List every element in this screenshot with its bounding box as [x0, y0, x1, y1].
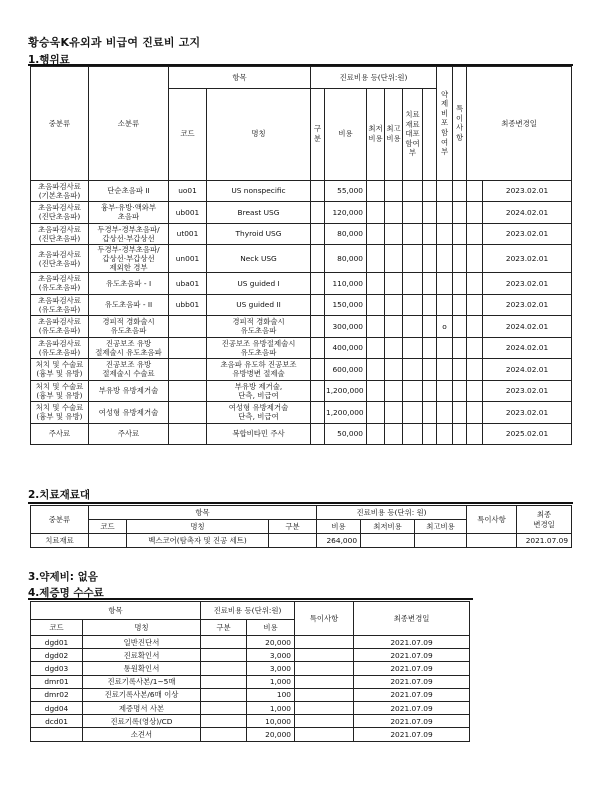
header-code: 코드	[169, 88, 207, 180]
table-row	[31, 380, 572, 402]
blank-cell	[423, 202, 437, 224]
code-cell	[169, 316, 207, 338]
name-cell: 진료기록(영상)/CD	[83, 715, 201, 728]
material-included-cell	[403, 273, 423, 295]
code-cell: ut001	[169, 223, 207, 245]
blank-cell	[467, 337, 483, 359]
last-changed-cell: 2021.07.09	[354, 662, 470, 675]
sub-category-cell: 두경부-경부초음파/ 갑상선·부갑상선	[89, 223, 169, 245]
cost-cell: 1,200,000	[325, 380, 367, 402]
table-row	[31, 316, 572, 338]
drug-included-cell	[437, 202, 453, 224]
sub-category-cell: 유도초음파 - I	[89, 273, 169, 295]
header-cost-group: 진료비용 등(단위:원)	[311, 67, 437, 89]
cost-cell: 600,000	[325, 359, 367, 381]
division-cell	[311, 423, 325, 445]
mid-category-cell: 초음파검사료 (진단초음파)	[31, 202, 89, 224]
notes-cell	[453, 273, 467, 295]
blank-cell	[467, 423, 483, 445]
division-cell	[201, 728, 247, 741]
notes-cell	[295, 649, 354, 662]
mid-category-cell: 초음파검사료 (유도초음파)	[31, 294, 89, 316]
certificate-fee-table	[30, 601, 470, 742]
division-cell	[269, 534, 317, 548]
table-row	[31, 337, 572, 359]
name-cell: 초음파 유도하 진공보조 유방병변 절제술	[207, 359, 311, 381]
min-cost-cell	[367, 223, 385, 245]
division-cell	[311, 180, 325, 202]
division-cell	[311, 273, 325, 295]
mid-category-cell: 주사료	[31, 423, 89, 445]
last-changed-cell: 2023.02.01	[483, 294, 572, 316]
code-cell: uba01	[169, 273, 207, 295]
name-cell: 경피적 경화술시 유도초음파	[207, 316, 311, 338]
max-cost-cell	[385, 273, 403, 295]
table-row	[31, 662, 470, 675]
sub-category-cell: 진공보조 유방 절제술시 유도초음파	[89, 337, 169, 359]
code-cell: dmr01	[31, 675, 83, 688]
code-cell: dcd01	[31, 715, 83, 728]
cost-cell: 100	[247, 688, 295, 701]
blank-cell	[467, 273, 483, 295]
max-cost-cell	[385, 380, 403, 402]
blank-cell	[423, 316, 437, 338]
name-cell: 통원확인서	[83, 662, 201, 675]
notes-cell	[295, 728, 354, 741]
last-changed-cell: 2021.07.09	[354, 701, 470, 714]
notes-cell	[453, 316, 467, 338]
notes-cell	[295, 701, 354, 714]
sub-category-cell: 단순초음파 II	[89, 180, 169, 202]
header-last-changed: 최종 변경일	[517, 506, 572, 534]
blank-cell	[423, 294, 437, 316]
min-cost-cell	[367, 202, 385, 224]
header-cost: 비용	[317, 520, 361, 534]
mid-category-cell: 초음파검사료 (진단초음파)	[31, 223, 89, 245]
header-cost-group: 진료비용 등(단위:원)	[201, 602, 295, 620]
name-cell: 진료확인서	[83, 649, 201, 662]
min-cost-cell	[367, 337, 385, 359]
cost-cell: 1,200,000	[325, 402, 367, 424]
cost-cell: 55,000	[325, 180, 367, 202]
max-cost-cell	[385, 202, 403, 224]
page-title: 황승욱K유외과 비급여 진료비 고지	[28, 36, 201, 49]
mid-category-cell: 처치 및 수술료 (흉부 및 유방)	[31, 380, 89, 402]
max-cost-cell	[385, 245, 403, 273]
blank-cell	[467, 402, 483, 424]
notes-cell	[453, 359, 467, 381]
code-cell: uo01	[169, 180, 207, 202]
section-heading: 3.약제비: 없음	[28, 571, 98, 583]
table-row	[31, 688, 470, 701]
last-changed-cell: 2023.02.01	[483, 380, 572, 402]
name-cell: 진공보조 유방절제술시 유도초음파	[207, 337, 311, 359]
table-row	[31, 675, 470, 688]
blank-cell	[423, 359, 437, 381]
blank-cell	[423, 380, 437, 402]
notes-cell	[453, 337, 467, 359]
mid-category-cell: 치료재료	[31, 534, 89, 548]
notes-cell	[467, 534, 517, 548]
code-cell	[169, 423, 207, 445]
name-cell: Thyroid USG	[207, 223, 311, 245]
max-cost-cell	[385, 402, 403, 424]
code-cell	[169, 359, 207, 381]
max-cost-cell	[415, 534, 467, 548]
cost-cell: 110,000	[325, 273, 367, 295]
min-cost-cell	[367, 273, 385, 295]
code-cell	[31, 728, 83, 741]
notes-cell	[453, 294, 467, 316]
division-cell	[201, 662, 247, 675]
min-cost-cell	[367, 380, 385, 402]
last-changed-cell: 2023.02.01	[483, 223, 572, 245]
cost-cell: 150,000	[325, 294, 367, 316]
material-included-cell	[403, 245, 423, 273]
notes-cell	[453, 423, 467, 445]
drug-included-cell	[437, 337, 453, 359]
notes-cell	[453, 245, 467, 273]
max-cost-cell	[385, 294, 403, 316]
material-included-cell	[403, 294, 423, 316]
drug-included-cell	[437, 402, 453, 424]
blank-cell	[423, 273, 437, 295]
division-cell	[311, 294, 325, 316]
table-row	[31, 180, 572, 202]
last-changed-cell: 2024.02.01	[483, 202, 572, 224]
division-cell	[201, 688, 247, 701]
table-row	[31, 402, 572, 424]
last-changed-cell: 2021.07.09	[517, 534, 572, 548]
name-cell: 여성형 유방제거술 단측, 비급여	[207, 402, 311, 424]
drug-included-cell	[437, 180, 453, 202]
procedure-fee-table	[30, 66, 572, 445]
mid-category-cell: 처치 및 수술료 (흉부 및 유방)	[31, 402, 89, 424]
min-cost-cell	[367, 180, 385, 202]
division-cell	[311, 359, 325, 381]
name-cell: 부유방 제거술, 단측, 비급여	[207, 380, 311, 402]
notes-cell	[295, 662, 354, 675]
name-cell: Neck USG	[207, 245, 311, 273]
name-cell: US nonspecific	[207, 180, 311, 202]
blank-cell	[467, 294, 483, 316]
drug-included-cell	[437, 380, 453, 402]
notes-cell	[453, 380, 467, 402]
name-cell: US guided I	[207, 273, 311, 295]
cost-cell: 10,000	[247, 715, 295, 728]
header-blank	[423, 88, 437, 180]
header-division: 구분	[269, 520, 317, 534]
table-row	[31, 245, 572, 273]
cost-cell: 1,000	[247, 675, 295, 688]
header-max-cost: 최고비용	[385, 88, 403, 180]
mid-category-cell: 초음파검사료 (유도초음파)	[31, 273, 89, 295]
max-cost-cell	[385, 316, 403, 338]
last-changed-cell: 2023.02.01	[483, 245, 572, 273]
cost-cell: 50,000	[325, 423, 367, 445]
division-cell	[311, 380, 325, 402]
certificate-fee-rows	[31, 636, 470, 742]
mid-category-cell: 처치 및 수술료 (흉부 및 유방)	[31, 359, 89, 381]
table-row	[31, 636, 470, 649]
blank-cell	[423, 337, 437, 359]
last-changed-cell: 2025.02.01	[483, 423, 572, 445]
division-cell	[311, 245, 325, 273]
header-sub-category: 소분류	[89, 67, 169, 181]
last-changed-cell: 2024.02.01	[483, 316, 572, 338]
min-cost-cell	[367, 423, 385, 445]
header-last-changed: 최종변경일	[354, 602, 470, 636]
material-included-cell	[403, 359, 423, 381]
sub-category-cell: 유도초음파 - II	[89, 294, 169, 316]
blank-cell	[467, 180, 483, 202]
header-drug-included: 약제비포함여부	[437, 67, 453, 181]
max-cost-cell	[385, 337, 403, 359]
material-fee-rows	[31, 534, 572, 548]
material-fee-table	[30, 505, 572, 548]
name-cell: 진료기록사본/6매 이상	[83, 688, 201, 701]
header-cost: 비용	[247, 620, 295, 636]
name-cell: 제증명서 사본	[83, 701, 201, 714]
blank-cell	[467, 380, 483, 402]
last-changed-cell: 2021.07.09	[354, 688, 470, 701]
last-changed-cell: 2024.02.01	[483, 359, 572, 381]
min-cost-cell	[367, 245, 385, 273]
division-cell	[311, 402, 325, 424]
code-cell: dmr02	[31, 688, 83, 701]
code-cell: dgd03	[31, 662, 83, 675]
division-cell	[201, 675, 247, 688]
division-cell	[311, 202, 325, 224]
min-cost-cell	[367, 402, 385, 424]
cost-cell: 20,000	[247, 728, 295, 741]
division-cell	[311, 223, 325, 245]
drug-included-cell	[437, 273, 453, 295]
code-cell: ubb01	[169, 294, 207, 316]
last-changed-cell: 2021.07.09	[354, 728, 470, 741]
blank-cell	[423, 223, 437, 245]
header-cost-group: 진료비용 등(단위: 원)	[317, 506, 467, 520]
mid-category-cell: 초음파검사료 (유도초음파)	[31, 337, 89, 359]
drug-included-cell: o	[437, 316, 453, 338]
material-included-cell	[403, 337, 423, 359]
cost-cell: 3,000	[247, 662, 295, 675]
notes-cell	[295, 688, 354, 701]
cost-cell: 3,000	[247, 649, 295, 662]
division-cell	[311, 316, 325, 338]
division-cell	[201, 715, 247, 728]
last-changed-cell: 2023.02.01	[483, 273, 572, 295]
drug-included-cell	[437, 423, 453, 445]
cost-cell: 300,000	[325, 316, 367, 338]
blank-cell	[423, 423, 437, 445]
procedure-fee-rows	[31, 180, 572, 445]
code-cell: dgd01	[31, 636, 83, 649]
header-notes: 특이사항	[295, 602, 354, 636]
code-cell: ub001	[169, 202, 207, 224]
notes-cell	[453, 202, 467, 224]
section-heading: 2.치료재료대	[28, 489, 91, 501]
section-divider	[28, 598, 473, 600]
sub-category-cell: 주사료	[89, 423, 169, 445]
header-name: 명칭	[83, 620, 201, 636]
drug-included-cell	[437, 359, 453, 381]
notes-cell	[453, 223, 467, 245]
section-heading: 1.행위료	[28, 54, 70, 66]
code-cell: dgd02	[31, 649, 83, 662]
name-cell: 소견서	[83, 728, 201, 741]
header-item: 항목	[31, 602, 201, 620]
sub-category-cell: 진공보조 유방 절제술시 수술료	[89, 359, 169, 381]
division-cell	[201, 636, 247, 649]
sub-category-cell: 여성형 유방제거술	[89, 402, 169, 424]
code-cell	[169, 380, 207, 402]
max-cost-cell	[385, 223, 403, 245]
section-heading: 4.제증명 수수료	[28, 587, 104, 599]
section-divider	[28, 502, 573, 504]
min-cost-cell	[367, 359, 385, 381]
material-included-cell	[403, 223, 423, 245]
drug-included-cell	[437, 245, 453, 273]
sub-category-cell: 부유방 유방제거술	[89, 380, 169, 402]
header-name: 명칭	[207, 88, 311, 180]
table-row	[31, 359, 572, 381]
cost-cell: 120,000	[325, 202, 367, 224]
header-item: 항목	[169, 67, 311, 89]
code-cell	[169, 337, 207, 359]
notes-cell	[295, 675, 354, 688]
mid-category-cell: 초음파검사료 (유도초음파)	[31, 316, 89, 338]
cost-cell: 264,000	[317, 534, 361, 548]
last-changed-cell: 2021.07.09	[354, 649, 470, 662]
header-notes: 특이사항	[453, 67, 467, 181]
last-changed-cell: 2021.07.09	[354, 636, 470, 649]
max-cost-cell	[385, 359, 403, 381]
table-row	[31, 294, 572, 316]
mid-category-cell: 초음파검사료 (진단초음파)	[31, 245, 89, 273]
blank-cell	[467, 316, 483, 338]
notes-cell	[453, 402, 467, 424]
header-min-cost: 최저비용	[361, 520, 415, 534]
min-cost-cell	[367, 316, 385, 338]
cost-cell: 80,000	[325, 223, 367, 245]
material-included-cell	[403, 202, 423, 224]
blank-cell	[423, 180, 437, 202]
name-cell: 벡스코어(탐촉자 및 진공 세트)	[127, 534, 269, 548]
table-row	[31, 649, 470, 662]
cost-cell: 1,000	[247, 701, 295, 714]
header-division: 구분	[201, 620, 247, 636]
header-max-cost: 최고비용	[415, 520, 467, 534]
table-row	[31, 423, 572, 445]
sub-category-cell: 경피적 경화술시 유도초음파	[89, 316, 169, 338]
header-notes: 특이사항	[467, 506, 517, 534]
name-cell: 복합비타민 주사	[207, 423, 311, 445]
name-cell: 일반진단서	[83, 636, 201, 649]
blank-cell	[467, 359, 483, 381]
last-changed-cell: 2024.02.01	[483, 337, 572, 359]
table-row	[31, 223, 572, 245]
code-cell: dgd04	[31, 701, 83, 714]
max-cost-cell	[385, 423, 403, 445]
code-cell: un001	[169, 245, 207, 273]
division-cell	[311, 337, 325, 359]
last-changed-cell: 2023.02.01	[483, 402, 572, 424]
material-included-cell	[403, 180, 423, 202]
cost-cell: 400,000	[325, 337, 367, 359]
cost-cell: 20,000	[247, 636, 295, 649]
header-mid-category: 중분류	[31, 67, 89, 181]
code-cell	[89, 534, 127, 548]
material-included-cell	[403, 316, 423, 338]
header-item: 항목	[89, 506, 317, 520]
table-row	[31, 534, 572, 548]
material-included-cell	[403, 402, 423, 424]
table-row	[31, 728, 470, 741]
sub-category-cell: 두경부-경부초음파/ 갑상선·부갑상선 제외한 경부	[89, 245, 169, 273]
last-changed-cell: 2021.07.09	[354, 675, 470, 688]
blank-cell	[467, 245, 483, 273]
header-mid-category: 중분류	[31, 506, 89, 534]
last-changed-cell: 2023.02.01	[483, 180, 572, 202]
division-cell	[201, 701, 247, 714]
mid-category-cell: 초음파검사료 (기본초음파)	[31, 180, 89, 202]
sub-category-cell: 흉부-유방·액와부 초음파	[89, 202, 169, 224]
header-last-changed: 최종변경일	[467, 67, 572, 181]
notes-cell	[295, 715, 354, 728]
header-name: 명칭	[127, 520, 269, 534]
header-code: 코드	[31, 620, 83, 636]
blank-cell	[467, 223, 483, 245]
blank-cell	[467, 202, 483, 224]
last-changed-cell: 2021.07.09	[354, 715, 470, 728]
notes-cell	[453, 180, 467, 202]
cost-cell: 80,000	[325, 245, 367, 273]
name-cell: Breast USG	[207, 202, 311, 224]
header-material-included: 치료재료대포함여부	[403, 88, 423, 180]
header-cost: 비용	[325, 88, 367, 180]
name-cell: 진료기록사본/1~5매	[83, 675, 201, 688]
drug-included-cell	[437, 223, 453, 245]
material-included-cell	[403, 423, 423, 445]
table-row	[31, 202, 572, 224]
blank-cell	[423, 402, 437, 424]
division-cell	[201, 649, 247, 662]
blank-cell	[423, 245, 437, 273]
table-row	[31, 273, 572, 295]
header-code: 코드	[89, 520, 127, 534]
min-cost-cell	[367, 294, 385, 316]
drug-included-cell	[437, 294, 453, 316]
code-cell	[169, 402, 207, 424]
name-cell: US guided II	[207, 294, 311, 316]
header-division: 구분	[311, 88, 325, 180]
table-row	[31, 701, 470, 714]
material-included-cell	[403, 380, 423, 402]
notes-cell	[295, 636, 354, 649]
header-min-cost: 최저비용	[367, 88, 385, 180]
table-row	[31, 715, 470, 728]
min-cost-cell	[361, 534, 415, 548]
max-cost-cell	[385, 180, 403, 202]
